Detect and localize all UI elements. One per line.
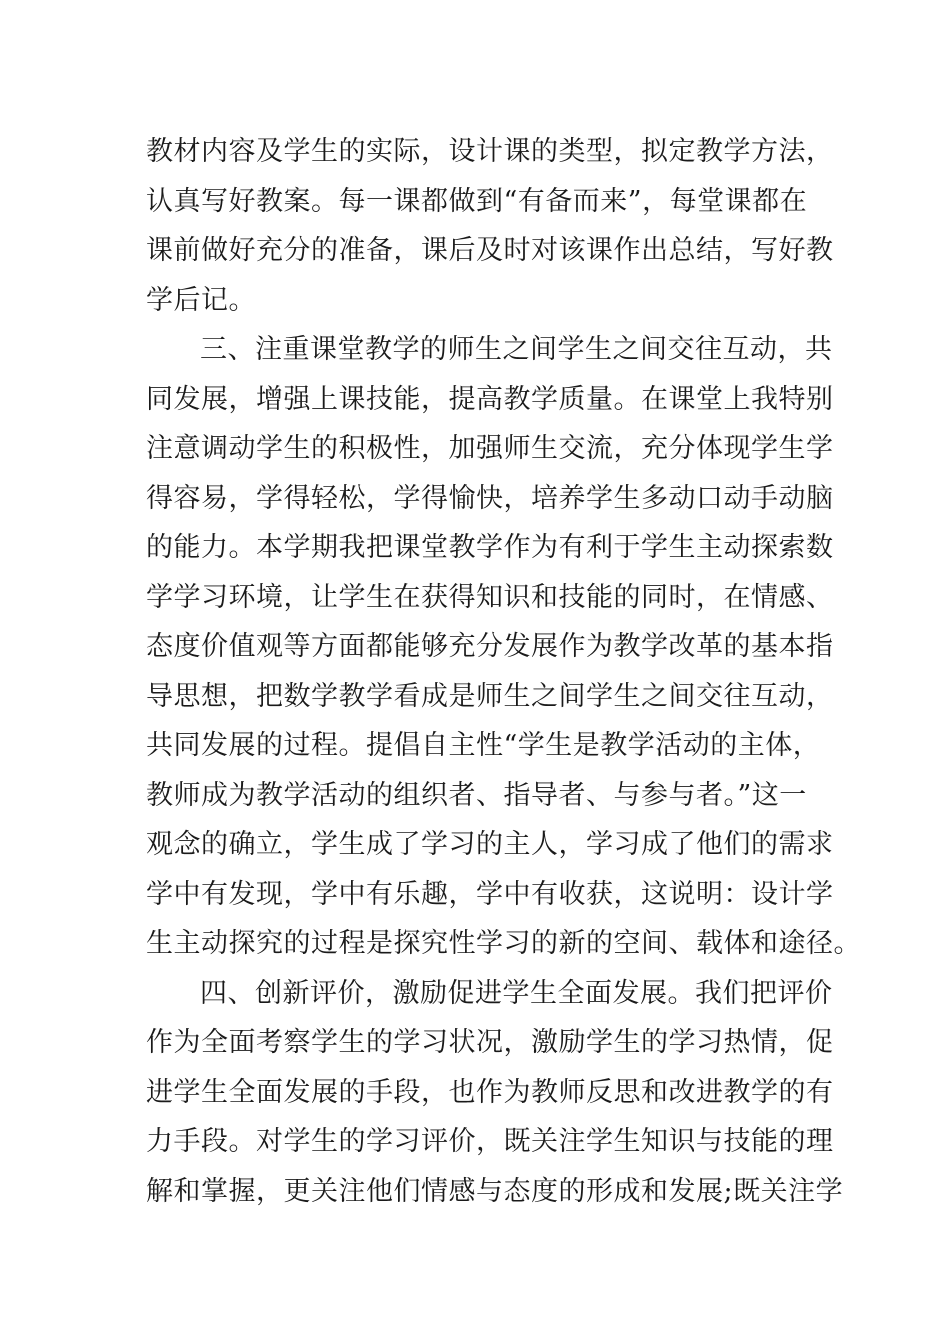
text-line: 课前做好充分的准备，课后及时对该课作出总结，写好教 bbox=[146, 235, 834, 266]
text-line: 生主动探究的过程是探究性学习的新的空间、载体和途径。 bbox=[146, 928, 861, 959]
text-line: 学学习环境，让学生在获得知识和技能的同时，在情感、 bbox=[146, 581, 834, 613]
text-line: 解和掌握，更关注他们情感与态度的形成和发展;既关注学 bbox=[146, 1175, 844, 1207]
body-text bbox=[146, 127, 861, 1216]
paragraph-start-line: 三、注重课堂教学的师生之间学生之间交往互动，共 bbox=[200, 334, 833, 365]
text-line: 得容易，学得轻松，学得愉快，培养学生多动口动手动脑 bbox=[146, 482, 834, 514]
text-line: 力手段。对学生的学习评价，既关注学生知识与技能的理 bbox=[146, 1126, 834, 1157]
text-line: 观念的确立，学生成了学习的主人，学习成了他们的需求 bbox=[146, 829, 834, 860]
text-line: 导思想，把数学教学看成是师生之间学生之间交往互动， bbox=[146, 680, 834, 712]
text-line: 的能力。本学期我把课堂教学作为有利于学生主动探索数 bbox=[146, 532, 834, 563]
text-line: 态度价值观等方面都能够充分发展作为教学改革的基本指 bbox=[146, 631, 834, 662]
text-line: 共同发展的过程。提倡自主性“学生是教学活动的主体， bbox=[146, 730, 821, 761]
text-line: 学中有发现，学中有乐趣，学中有收获，这说明：设计学 bbox=[146, 878, 834, 910]
text-line: 注意调动学生的积极性，加强师生交流，充分体现学生学 bbox=[146, 433, 834, 464]
text-line: 认真写好教案。每一课都做到“有备而来”，每堂课都在 bbox=[146, 185, 808, 217]
text-line: 教师成为教学活动的组织者、指导者、与参与者。”这一 bbox=[146, 779, 807, 811]
text-line: 同发展，增强上课技能，提高教学质量。在课堂上我特别 bbox=[146, 383, 834, 415]
text-line: 作为全面考察学生的学习状况，激励学生的学习热情，促 bbox=[146, 1027, 834, 1058]
text-line: 进学生全面发展的手段，也作为教师反思和改进教学的有 bbox=[146, 1076, 834, 1108]
text-line: 学后记。 bbox=[146, 284, 256, 316]
text-line: 教材内容及学生的实际，设计课的类型，拟定教学方法， bbox=[146, 136, 834, 167]
paragraph-start-line: 四、创新评价，激励促进学生全面发展。我们把评价 bbox=[200, 977, 833, 1009]
